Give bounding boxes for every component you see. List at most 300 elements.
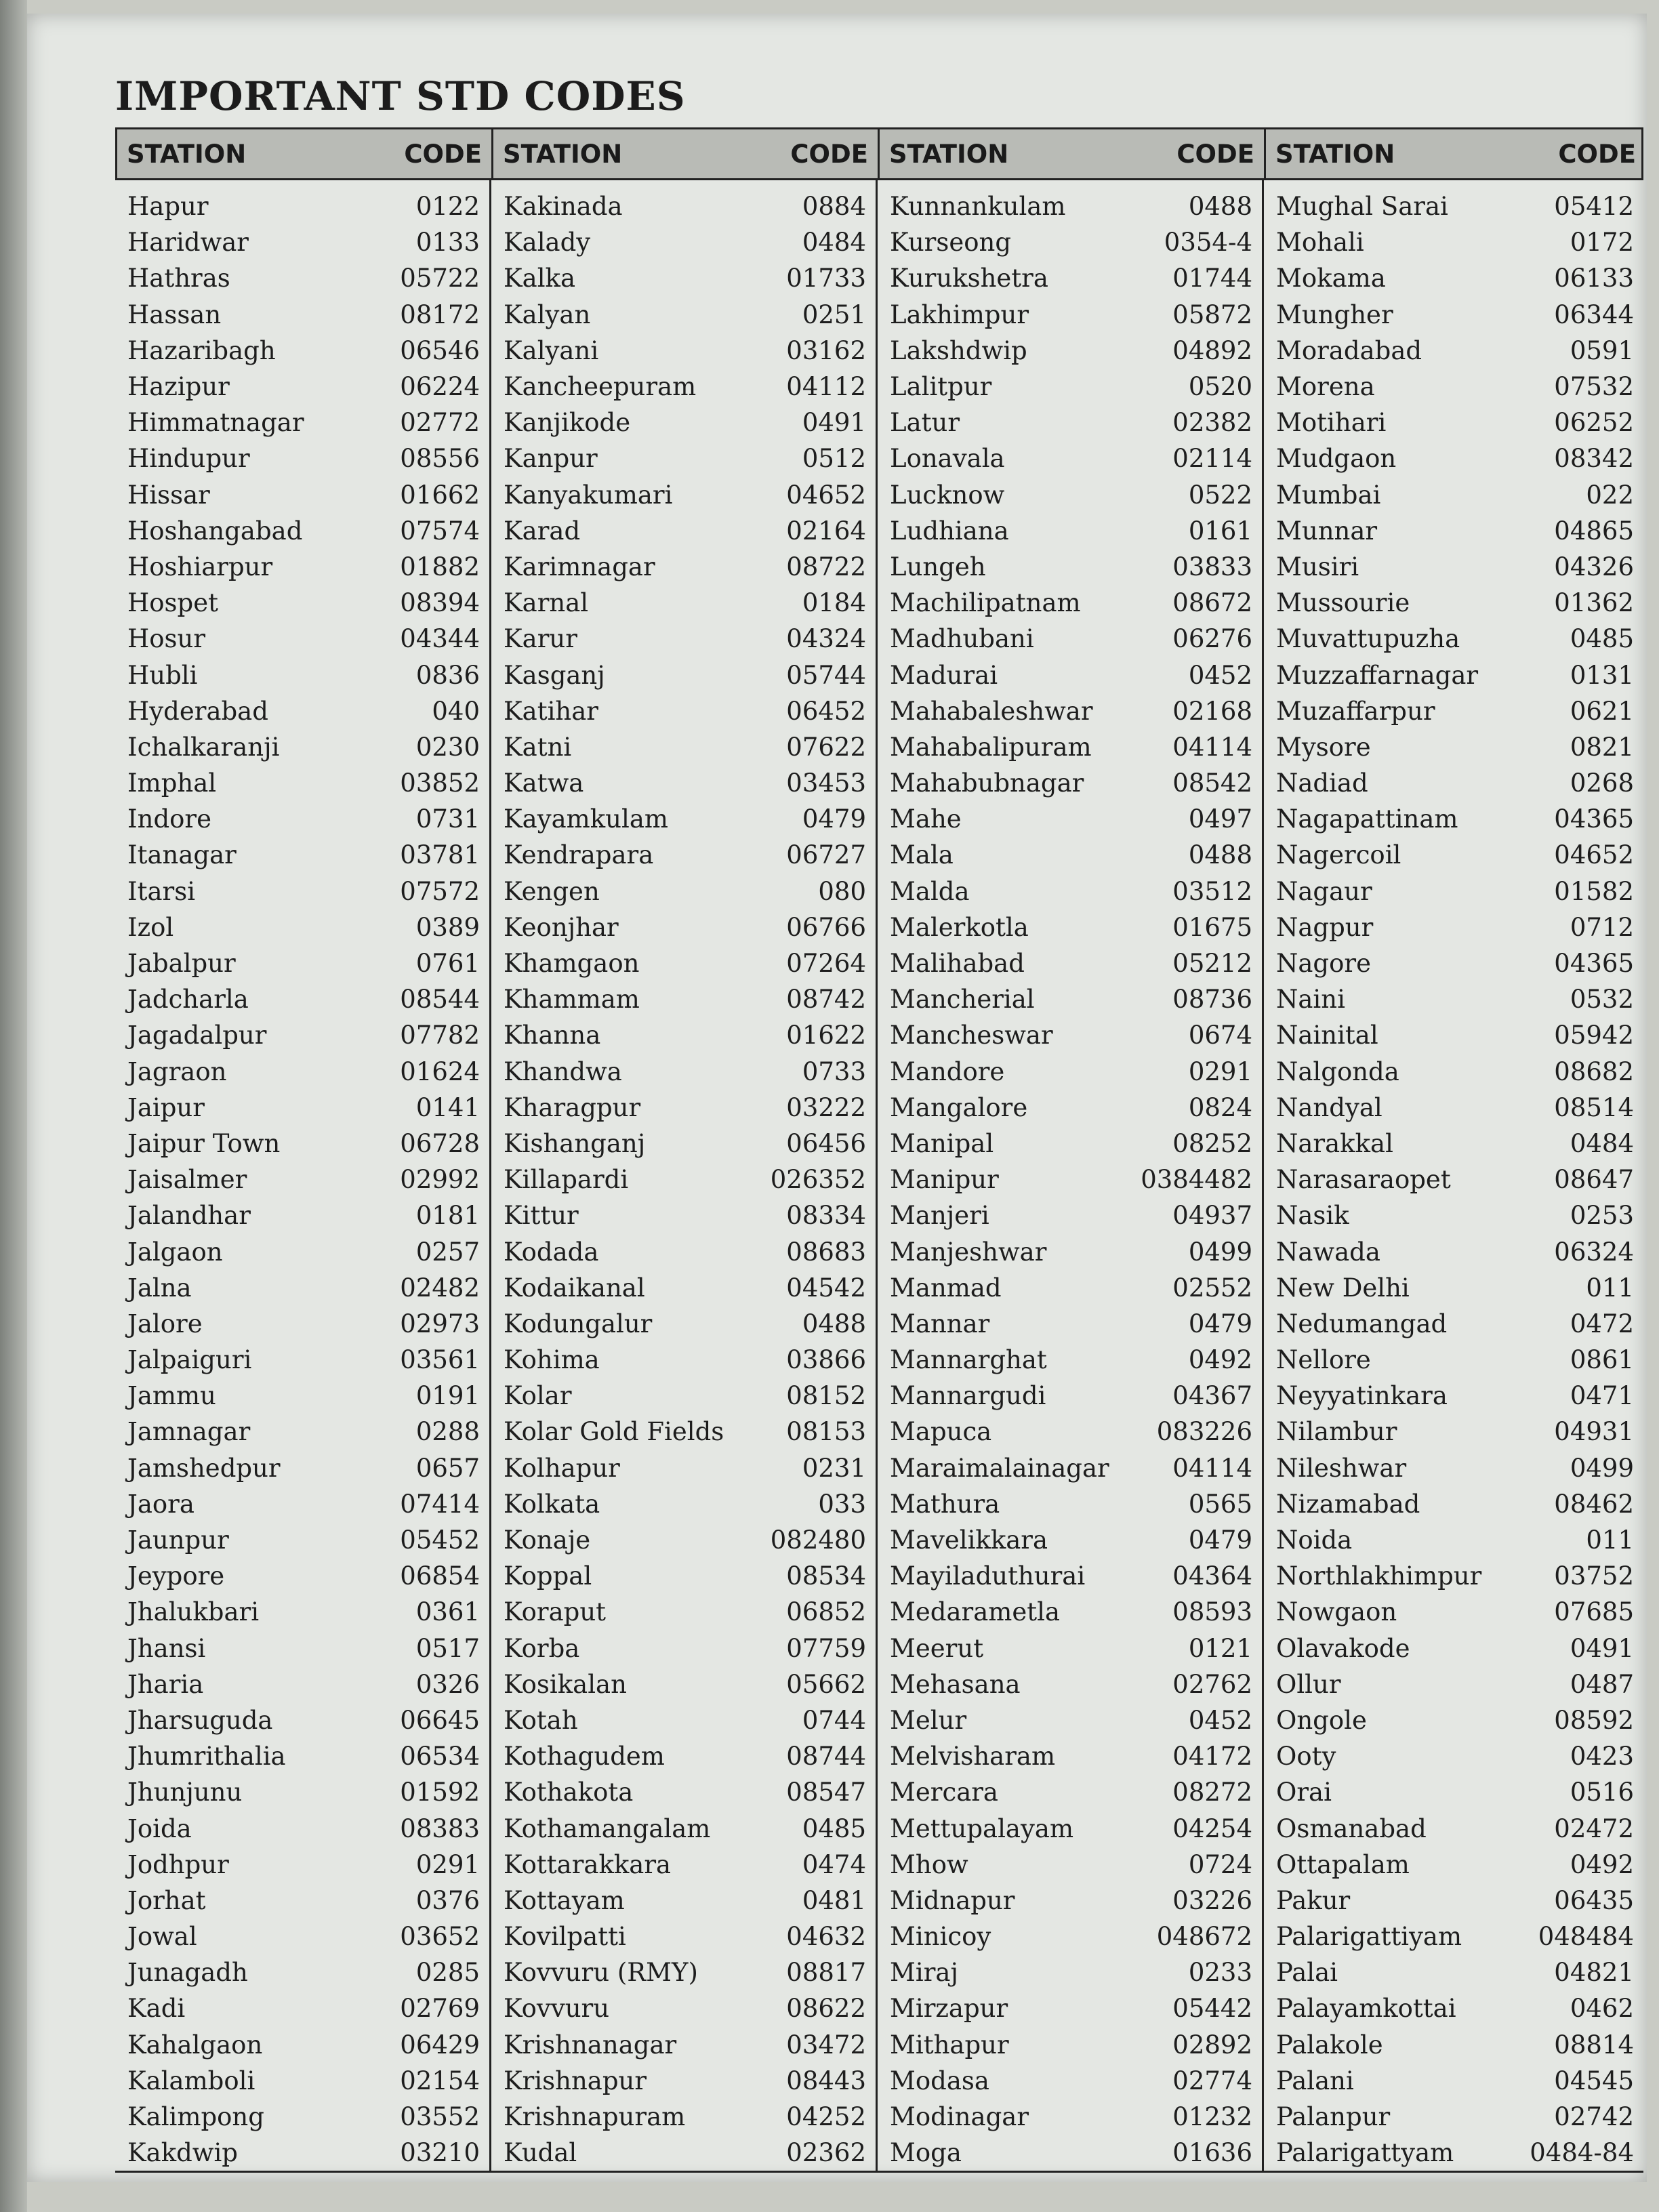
std-code: 06429: [400, 2030, 480, 2060]
std-code: 0181: [415, 1201, 480, 1231]
table-row: [115, 1486, 489, 1522]
std-code: 0131: [1570, 660, 1634, 690]
std-code: 03472: [786, 2030, 866, 2060]
table-row: [115, 1270, 489, 1306]
std-code: 04252: [786, 2102, 866, 2132]
table-row: [878, 729, 1262, 765]
table-row: [115, 1378, 489, 1414]
table-row: [491, 909, 876, 945]
station-name: Kurseong: [890, 228, 1012, 258]
table-row: [878, 2099, 1262, 2135]
table-row: [491, 1738, 876, 1774]
std-code: 0497: [1188, 804, 1252, 834]
table-row: [115, 1306, 489, 1342]
table-row: [115, 441, 489, 476]
std-code: 0485: [1570, 624, 1634, 654]
table-row: [878, 549, 1262, 585]
table-row: [491, 224, 876, 260]
std-code: 04365: [1554, 804, 1634, 834]
std-code: 06452: [786, 696, 866, 726]
table-row: [491, 2099, 876, 2135]
table-row: [1264, 260, 1643, 296]
station-header: STATION: [1275, 139, 1395, 169]
station-name: Mudgaon: [1276, 444, 1397, 474]
station-name: Mughal Sarai: [1276, 192, 1448, 222]
table-row: [491, 1847, 876, 1883]
station-name: Itanagar: [127, 840, 237, 870]
table-row: [115, 1847, 489, 1883]
station-name: Ongole: [1276, 1705, 1367, 1735]
table-row: [115, 981, 489, 1017]
std-code: 08622: [786, 1994, 866, 2024]
std-code: 0253: [1570, 1201, 1634, 1231]
station-name: Karad: [504, 516, 581, 546]
station-name: Kahalgaon: [127, 2030, 263, 2060]
std-code: 08722: [786, 552, 866, 581]
table-row: [115, 1919, 489, 1954]
station-name: Mirzapur: [890, 1994, 1008, 2024]
table-row: [491, 1810, 876, 1846]
std-code: 08683: [786, 1237, 866, 1267]
std-code: 04865: [1554, 516, 1634, 546]
std-code: 08514: [1554, 1092, 1634, 1122]
std-code: 0251: [802, 300, 866, 329]
table-row: [1264, 909, 1643, 945]
std-code: 04931: [1554, 1417, 1634, 1447]
table-row: [1264, 1126, 1643, 1162]
station-name: Krishnanagar: [504, 2030, 677, 2060]
station-name: Jorhat: [127, 1885, 206, 1915]
station-name: Hoshiarpur: [127, 552, 273, 581]
std-code: 0230: [415, 732, 480, 762]
std-code: 0472: [1570, 1309, 1634, 1338]
station-name: Hathras: [127, 264, 230, 293]
table-row: [878, 945, 1262, 981]
station-name: Kotah: [504, 1705, 578, 1735]
std-code: 07574: [400, 516, 480, 546]
station-name: Kurukshetra: [890, 264, 1048, 293]
table-row: [115, 945, 489, 981]
station-name: Munnar: [1276, 516, 1378, 546]
std-code: 03652: [400, 1922, 480, 1952]
table-row: [115, 188, 489, 224]
station-name: Malihabad: [890, 949, 1025, 979]
table-row: [1264, 1054, 1643, 1090]
station-name: Haridwar: [127, 228, 249, 258]
std-code: 0288: [415, 1417, 480, 1447]
header-col-3: [880, 129, 1266, 178]
station-name: Kodaikanal: [504, 1273, 645, 1303]
std-code: 06133: [1554, 264, 1634, 293]
std-code: 08153: [786, 1417, 866, 1447]
station-name: Killapardi: [504, 1165, 629, 1195]
table-row: [1264, 2063, 1643, 2099]
std-code: 0836: [415, 660, 480, 690]
station-name: Khammam: [504, 985, 640, 1015]
station-header: STATION: [503, 139, 623, 169]
std-code: 08534: [786, 1561, 866, 1591]
table-row: [115, 2027, 489, 2063]
station-name: Kohima: [504, 1345, 600, 1375]
table-row: [115, 801, 489, 837]
std-code: 03222: [786, 1092, 866, 1122]
std-code: 0479: [802, 804, 866, 834]
table-row: [491, 1378, 876, 1414]
std-code: 048672: [1156, 1922, 1252, 1952]
table-row: [1264, 405, 1643, 441]
station-name: Manjeri: [890, 1201, 989, 1231]
table-row: [491, 1017, 876, 1053]
station-name: Mumbai: [1276, 480, 1381, 510]
station-name: Lonavala: [890, 444, 1005, 474]
std-code: 08742: [786, 985, 866, 1015]
std-code: 0492: [1188, 1345, 1252, 1375]
table-row: [115, 1162, 489, 1197]
station-name: Ottapalam: [1276, 1849, 1410, 1879]
table-row: [491, 1990, 876, 2026]
std-code: 08443: [786, 2066, 866, 2095]
station-name: Mysore: [1276, 732, 1371, 762]
std-code: 04367: [1172, 1381, 1252, 1411]
std-code: 05442: [1172, 1994, 1252, 2024]
std-code: 08744: [786, 1742, 866, 1771]
std-code: 048484: [1538, 1922, 1634, 1952]
std-code: 0268: [1570, 769, 1634, 798]
column-4: [1264, 180, 1643, 2171]
table-row: [878, 477, 1262, 513]
std-code: 02769: [400, 1994, 480, 2024]
std-code: 0731: [415, 804, 480, 834]
std-code: 083226: [1156, 1417, 1252, 1447]
station-name: Nellore: [1276, 1345, 1371, 1375]
std-code: 08152: [786, 1381, 866, 1411]
header-col-4: [1266, 129, 1645, 178]
std-code: 0384482: [1141, 1165, 1252, 1195]
station-name: Kakinada: [504, 192, 623, 222]
table-row: [491, 2135, 876, 2171]
table-row: [1264, 1954, 1643, 1990]
table-row: [1264, 2135, 1643, 2171]
table-row: [115, 1126, 489, 1162]
std-code: 0231: [802, 1453, 866, 1483]
table-row: [878, 2027, 1262, 2063]
station-name: Palarigattiyam: [1276, 1922, 1462, 1952]
std-code: 05722: [400, 264, 480, 293]
std-code: 0285: [415, 1958, 480, 1988]
std-code: 07685: [1554, 1597, 1634, 1627]
std-code: 08817: [786, 1958, 866, 1988]
table-row: [115, 874, 489, 909]
std-code: 0492: [1570, 1849, 1634, 1879]
station-name: Kayamkulam: [504, 804, 668, 834]
std-code: 02362: [786, 2138, 866, 2168]
table-row: [878, 1702, 1262, 1738]
table-row: [491, 1522, 876, 1558]
std-code: 0326: [415, 1669, 480, 1699]
station-name: Jhansi: [127, 1633, 206, 1663]
station-name: Jabalpur: [127, 949, 236, 979]
station-name: Kalka: [504, 264, 576, 293]
table-row: [878, 1270, 1262, 1306]
std-code: 08547: [786, 1778, 866, 1807]
station-name: Musiri: [1276, 552, 1359, 581]
std-code: 06728: [400, 1128, 480, 1158]
station-name: Hoshangabad: [127, 516, 303, 546]
table-row: [1264, 2027, 1643, 2063]
station-name: Katwa: [504, 769, 584, 798]
std-code: 02742: [1554, 2102, 1634, 2132]
std-code: 04114: [1172, 732, 1252, 762]
std-code: 0488: [1188, 192, 1252, 222]
table-row: [115, 1342, 489, 1378]
table-row: [491, 1197, 876, 1233]
table-row: [1264, 297, 1643, 333]
std-code: 0861: [1570, 1345, 1634, 1375]
table-row: [115, 909, 489, 945]
station-name: Lalitpur: [890, 372, 992, 402]
std-code: 08672: [1172, 588, 1252, 618]
std-code: 0191: [415, 1381, 480, 1411]
table-row: [115, 837, 489, 873]
station-name: Nowgaon: [1276, 1597, 1397, 1627]
std-code: 06645: [400, 1705, 480, 1735]
station-name: Himmatnagar: [127, 408, 304, 438]
table-row: [115, 1666, 489, 1702]
table-row: [491, 1126, 876, 1162]
station-name: Kanjikode: [504, 408, 631, 438]
table-row: [115, 729, 489, 765]
station-name: Meerut: [890, 1633, 984, 1663]
table-row: [878, 1954, 1262, 1990]
station-name: Jodhpur: [127, 1849, 229, 1879]
station-name: Kunnankulam: [890, 192, 1066, 222]
table-row: [1264, 1306, 1643, 1342]
table-row: [115, 657, 489, 693]
station-name: Hubli: [127, 660, 198, 690]
station-name: Mavelikkara: [890, 1525, 1048, 1555]
std-code: 0761: [415, 949, 480, 979]
table-row: [115, 549, 489, 585]
station-name: Kancheepuram: [504, 372, 697, 402]
station-name: Osmanabad: [1276, 1814, 1427, 1843]
std-code: 040: [432, 696, 480, 726]
station-name: Korba: [504, 1633, 580, 1663]
table-row: [878, 2063, 1262, 2099]
std-code: 082480: [770, 1525, 866, 1555]
table-row: [491, 1090, 876, 1126]
station-name: Pakur: [1276, 1885, 1351, 1915]
station-name: Krishnapur: [504, 2066, 647, 2095]
station-name: Jowal: [127, 1922, 197, 1952]
table-row: [878, 1522, 1262, 1558]
std-code: 0821: [1570, 732, 1634, 762]
std-code: 05744: [786, 660, 866, 690]
table-row: [1264, 188, 1643, 224]
table-row: [878, 224, 1262, 260]
station-name: Mercara: [890, 1778, 998, 1807]
table-row: [491, 1631, 876, 1666]
column-3: [878, 180, 1264, 2171]
station-name: Kalamboli: [127, 2066, 255, 2095]
std-code: 04112: [786, 372, 866, 402]
station-name: Hospet: [127, 588, 218, 618]
std-code: 0141: [415, 1092, 480, 1122]
table-row: [115, 1054, 489, 1090]
std-code: 0657: [415, 1453, 480, 1483]
table-row: [491, 333, 876, 369]
std-code: 05212: [1172, 949, 1252, 979]
table-row: [878, 1738, 1262, 1774]
station-name: Jhunjunu: [127, 1778, 243, 1807]
station-name: Mehasana: [890, 1669, 1021, 1699]
station-name: Jalpaiguri: [127, 1345, 252, 1375]
std-code: 04326: [1554, 552, 1634, 581]
std-code: 07264: [786, 949, 866, 979]
table-row: [878, 1090, 1262, 1126]
station-name: Mathura: [890, 1489, 1000, 1519]
table-row: [491, 369, 876, 405]
std-code: 0491: [1570, 1633, 1634, 1663]
table-row: [878, 260, 1262, 296]
std-code: 0233: [1188, 1958, 1252, 1988]
station-name: Jharsuguda: [127, 1705, 273, 1735]
station-name: Mandore: [890, 1057, 1005, 1086]
station-name: Hazaribagh: [127, 335, 276, 365]
table-row: [115, 2135, 489, 2171]
station-name: Melur: [890, 1705, 967, 1735]
station-name: Latur: [890, 408, 960, 438]
station-name: Ichalkaranji: [127, 732, 280, 762]
std-code: 08172: [400, 300, 480, 329]
std-code: 05872: [1172, 300, 1252, 329]
std-code: 0522: [1188, 480, 1252, 510]
table-row: [115, 1738, 489, 1774]
table-row: [1264, 1702, 1643, 1738]
station-name: Kudal: [504, 2138, 577, 2168]
table-row: [115, 1631, 489, 1666]
station-name: Nagpur: [1276, 912, 1374, 942]
station-name: Palakole: [1276, 2030, 1383, 2060]
std-code: 08814: [1554, 2030, 1634, 2060]
std-code: 08342: [1554, 444, 1634, 474]
table-row: [491, 1270, 876, 1306]
station-name: Mannar: [890, 1309, 990, 1338]
station-name: Mokama: [1276, 264, 1386, 293]
table-row: [115, 1774, 489, 1810]
station-name: Lungeh: [890, 552, 986, 581]
std-code: 0488: [802, 1309, 866, 1338]
table-row: [115, 693, 489, 729]
table-row: [491, 1883, 876, 1919]
table-row: [878, 874, 1262, 909]
station-name: Nagapattinam: [1276, 804, 1458, 834]
table-row: [1264, 837, 1643, 873]
station-name: Motihari: [1276, 408, 1387, 438]
std-code: 01624: [400, 1057, 480, 1086]
station-name: Midnapur: [890, 1885, 1015, 1915]
std-code: 0499: [1570, 1453, 1634, 1483]
station-name: Jalore: [127, 1309, 203, 1338]
std-code: 0389: [415, 912, 480, 942]
table-row: [878, 188, 1262, 224]
std-code: 0724: [1188, 1849, 1252, 1879]
table-row: [491, 657, 876, 693]
std-code: 08556: [400, 444, 480, 474]
station-name: Jamnagar: [127, 1417, 251, 1447]
table-row: [491, 1774, 876, 1810]
table-row: [491, 874, 876, 909]
table-row: [491, 1054, 876, 1090]
table-row: [878, 801, 1262, 837]
station-name: Jaipur: [127, 1092, 205, 1122]
station-name: Muzzaffarnagar: [1276, 660, 1479, 690]
std-code: 033: [818, 1489, 866, 1519]
table-row: [115, 1594, 489, 1630]
std-code: 011: [1586, 1525, 1634, 1555]
std-code: 0474: [802, 1849, 866, 1879]
station-name: Palani: [1276, 2066, 1354, 2095]
station-name: Kovvuru (RMY): [504, 1958, 698, 1988]
station-name: Kittur: [504, 1201, 579, 1231]
std-code: 05942: [1554, 1021, 1634, 1050]
station-name: Junagadh: [127, 1958, 248, 1988]
table-row: [491, 1306, 876, 1342]
station-name: Kharagpur: [504, 1092, 641, 1122]
table-row: [491, 297, 876, 333]
std-code: 05452: [400, 1525, 480, 1555]
station-name: Kadi: [127, 1994, 186, 2024]
table-row: [878, 1919, 1262, 1954]
table-row: [878, 1197, 1262, 1233]
station-name: Miraj: [890, 1958, 958, 1988]
station-name: Hosur: [127, 624, 206, 654]
std-code: 0354-4: [1164, 228, 1252, 258]
table-row: [1264, 1414, 1643, 1450]
station-name: Jalna: [127, 1273, 192, 1303]
station-name: Modasa: [890, 2066, 989, 2095]
std-code: 05412: [1554, 192, 1634, 222]
table-row: [1264, 1774, 1643, 1810]
std-code: 02762: [1172, 1669, 1252, 1699]
table-header: [115, 127, 1643, 180]
station-name: Mungher: [1276, 300, 1393, 329]
station-name: Mhow: [890, 1849, 968, 1879]
station-name: Naini: [1276, 985, 1345, 1015]
table-row: [115, 765, 489, 801]
station-name: Katihar: [504, 696, 598, 726]
std-code: 08593: [1172, 1597, 1252, 1627]
std-code: 02114: [1172, 444, 1252, 474]
table-row: [1264, 1919, 1643, 1954]
station-name: Imphal: [127, 769, 217, 798]
table-row: [878, 297, 1262, 333]
std-code: 02482: [400, 1273, 480, 1303]
table-row: [878, 1306, 1262, 1342]
table-row: [878, 1342, 1262, 1378]
station-name: Khamgaon: [504, 949, 640, 979]
std-code: 0485: [802, 1814, 866, 1843]
table-row: [491, 1342, 876, 1378]
std-code: 0491: [802, 408, 866, 438]
table-row: [878, 369, 1262, 405]
table-row: [1264, 1847, 1643, 1883]
std-code: 0712: [1570, 912, 1634, 942]
std-code: 07532: [1554, 372, 1634, 402]
table-row: [878, 2135, 1262, 2171]
std-code: 07572: [400, 876, 480, 906]
std-code: 04821: [1554, 1958, 1634, 1988]
table-row: [115, 1954, 489, 1990]
